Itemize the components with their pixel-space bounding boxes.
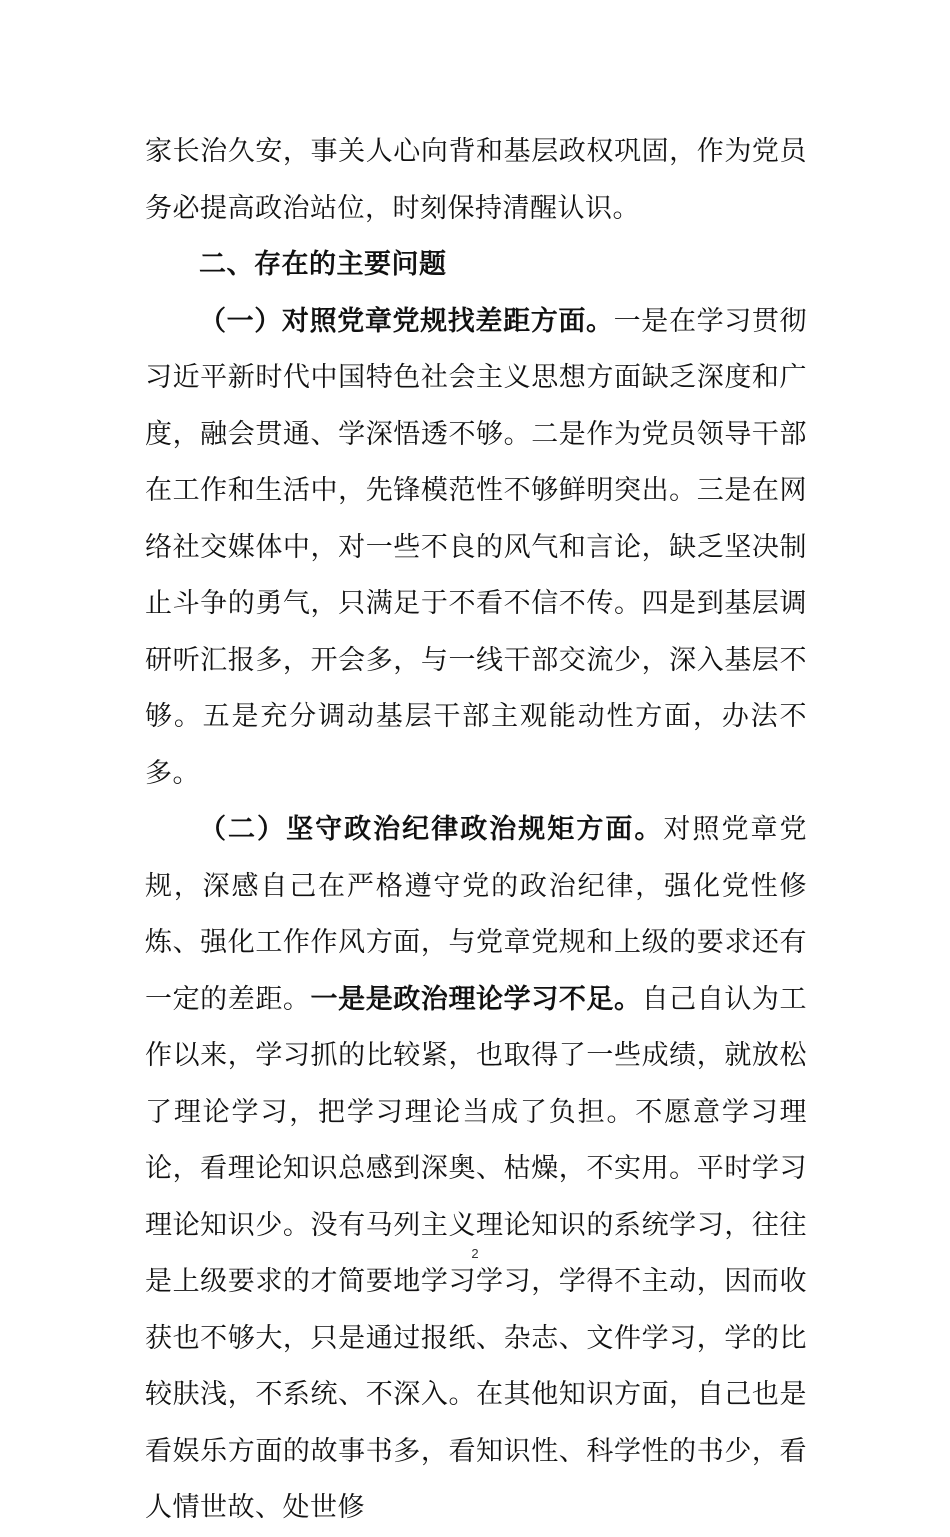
paragraph-political-discipline [145,802,807,1537]
paragraph-text: 对照党章党规，深感自己在严格遵守党的政治纪律，强化党性修炼、强化工作作风方面，与党章党规和上级的要求还有一定的差距。 [145,814,808,1015]
paragraph-text: 自己自认为工作以来，学习抓的比较紧，也取得了一些成绩，就放松了理论学习，把学习理论当成了负担。不愿意学习理论，看理论知识总感到深奥、枯燥，不实用。平时学习理论知识少。没有马列主义理论知识的系统学习，往往是上级要求的才简要地学习学习，学得不主动，因而收获也不够大，只是通过报纸、杂志、文件学习，学的比较肤浅，不系统、不深入。在其他知识方面，自己也是看娱乐方面的故事书多，看知识性、科学性的书少，看人情世故、处世修 [145,983,808,1523]
continued-paragraph [145,124,807,237]
paragraph-text: 一是在学习贯彻习近平新时代中国特色社会主义思想方面缺乏深度和广度，融会贯通、学深悟透不够。二是作为党员领导干部在工作和生活中，先锋模范性不够鲜明突出。三是在网络社交媒体中，对一些不良的风气和言论，缺乏坚决制止斗争的勇气，只满足于不看不信不传。四是到基层调研听汇报多，开会多，与一线干部交流少，深入基层不够。五是充分调动基层干部主观能动性方面，办法不多。 [145,305,808,789]
document-body [145,124,807,1537]
paragraph-party-constitution [145,294,807,803]
section-heading: 二、存在的主要问题 [199,249,447,280]
paragraph-lead: （二）坚守政治纪律政治规矩方面。 [199,814,664,845]
inline-bold-point: 一是是政治理论学习不足。 [310,983,642,1015]
page-number: 2 [471,1246,479,1261]
paragraph-text: 家长治久安，事关人心向背和基层政权巩固，作为党员务必提高政治站位，时刻保持清醒认识。 [145,136,807,224]
paragraph-lead: （一）对照党章党规找差距方面。 [199,305,614,337]
